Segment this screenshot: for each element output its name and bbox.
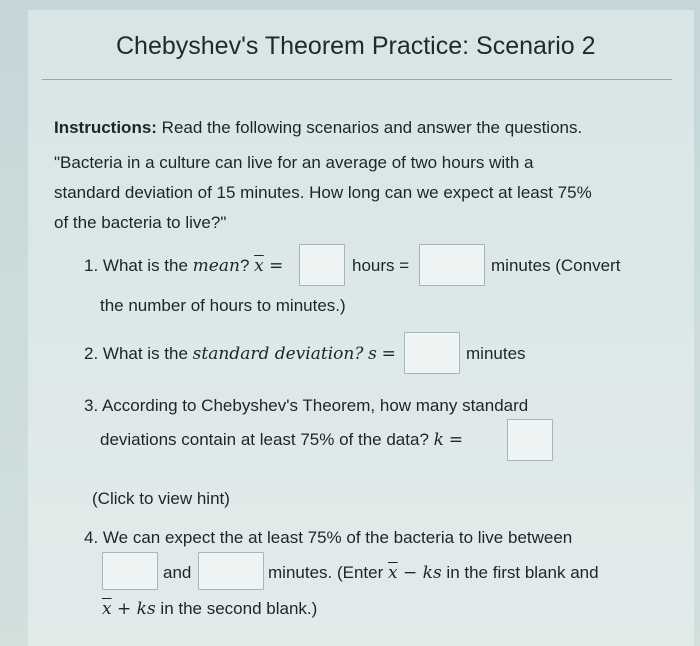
sd-unit-label: minutes — [466, 344, 526, 363]
k-input[interactable] — [507, 419, 553, 461]
q4-line-1: 4. We can expect the at least 75% of the bacteria to live between — [84, 528, 573, 547]
upper-bound-input[interactable] — [198, 552, 264, 590]
sd-input[interactable] — [404, 332, 460, 374]
x-bar-symbol: $\overline{x}$ — [254, 256, 264, 276]
hours-label: hours = — [352, 256, 410, 275]
q1-line-2: the number of hours to minutes.) — [100, 296, 346, 315]
practice-card — [28, 10, 694, 646]
sd-word: standard deviation? — [192, 344, 364, 364]
and-label: and — [163, 563, 192, 582]
instructions — [54, 118, 582, 138]
scenario-line-1: "Bacteria in a culture can live for an average of two hours with a — [54, 153, 534, 172]
title-divider — [42, 79, 672, 80]
instructions-label: Instructions: — [54, 118, 157, 137]
instructions-text: Read the following scenarios and answer the questions. — [156, 118, 583, 137]
scenario-line-3: of the bacteria to live?" — [54, 213, 227, 232]
k-symbol: k — [433, 430, 444, 450]
mean-word: mean — [192, 256, 240, 276]
mean-hours-input[interactable] — [299, 244, 345, 286]
q4-line-3: $\overline{x}$ + ks in the second blank.) — [102, 599, 318, 619]
minutes-convert-label: minutes (Convert — [491, 256, 621, 275]
q4-line-2: minutes. (Enter $\overline{x}$ − ks in the first blank and — [268, 563, 599, 583]
lower-bound-input[interactable] — [102, 552, 158, 590]
q3-line-1: 3. According to Chebyshev's Theorem, how many standard — [84, 396, 529, 415]
q3-line-2: deviations contain at least 75% of the data? k = — [100, 430, 463, 450]
view-hint-link[interactable]: (Click to view hint) — [92, 489, 230, 508]
mean-minutes-input[interactable] — [419, 244, 485, 286]
q2-prompt: 2. What is the standard deviation? s = — [84, 344, 396, 364]
q1-prompt: 1. What is the mean? $\overline{x}$ = — [84, 256, 284, 276]
scenario-line-2: standard deviation of 15 minutes. How long can we expect at least 75% — [54, 183, 592, 202]
s-symbol: s — [368, 344, 377, 364]
page-title: Chebyshev's Theorem Practice: Scenario 2 — [116, 32, 596, 60]
